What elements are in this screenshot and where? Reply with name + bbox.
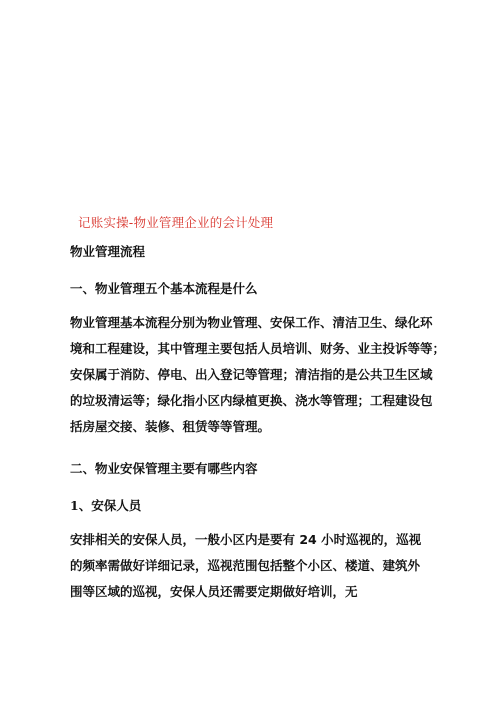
paragraph-line: 安保属于消防、停电、出入登记等管理；清洁指的是公共卫生区域 [70, 367, 433, 382]
section2-subheading: 1、安保人员 [70, 498, 142, 513]
paragraph-line: 的垃圾清运等；绿化指小区内绿植更换、浇水等管理；工程建设包 [70, 393, 433, 408]
main-heading: 物业管理流程 [70, 244, 146, 259]
paragraph-line: 境和工程建设，其中管理主要包括人员培训、财务、业主投诉等等； [70, 341, 446, 356]
paragraph-line: 围等区域的巡视，安保人员还需要定期做好培训，无 [70, 584, 358, 599]
document-title: 记账实操-物业管理企业的会计处理 [78, 215, 274, 230]
paragraph-line: 括房屋交接、装修、租赁等等管理。 [70, 419, 271, 434]
section2-paragraph [70, 527, 442, 605]
paragraph-line: 物业管理基本流程分别为物业管理、安保工作、清洁卫生、绿化环 [70, 315, 433, 330]
paragraph-line: 的频率需做好详细记录，巡视范围包括整个小区、楼道、建筑外 [70, 558, 421, 573]
paragraph-line: 安排相关的安保人员，一般小区内是要有 24 小时巡视的，巡视 [70, 532, 422, 547]
section1-heading: 一、物业管理五个基本流程是什么 [70, 281, 258, 296]
section2-heading: 二、物业安保管理主要有哪些内容 [70, 461, 258, 476]
section1-paragraph [70, 310, 446, 440]
